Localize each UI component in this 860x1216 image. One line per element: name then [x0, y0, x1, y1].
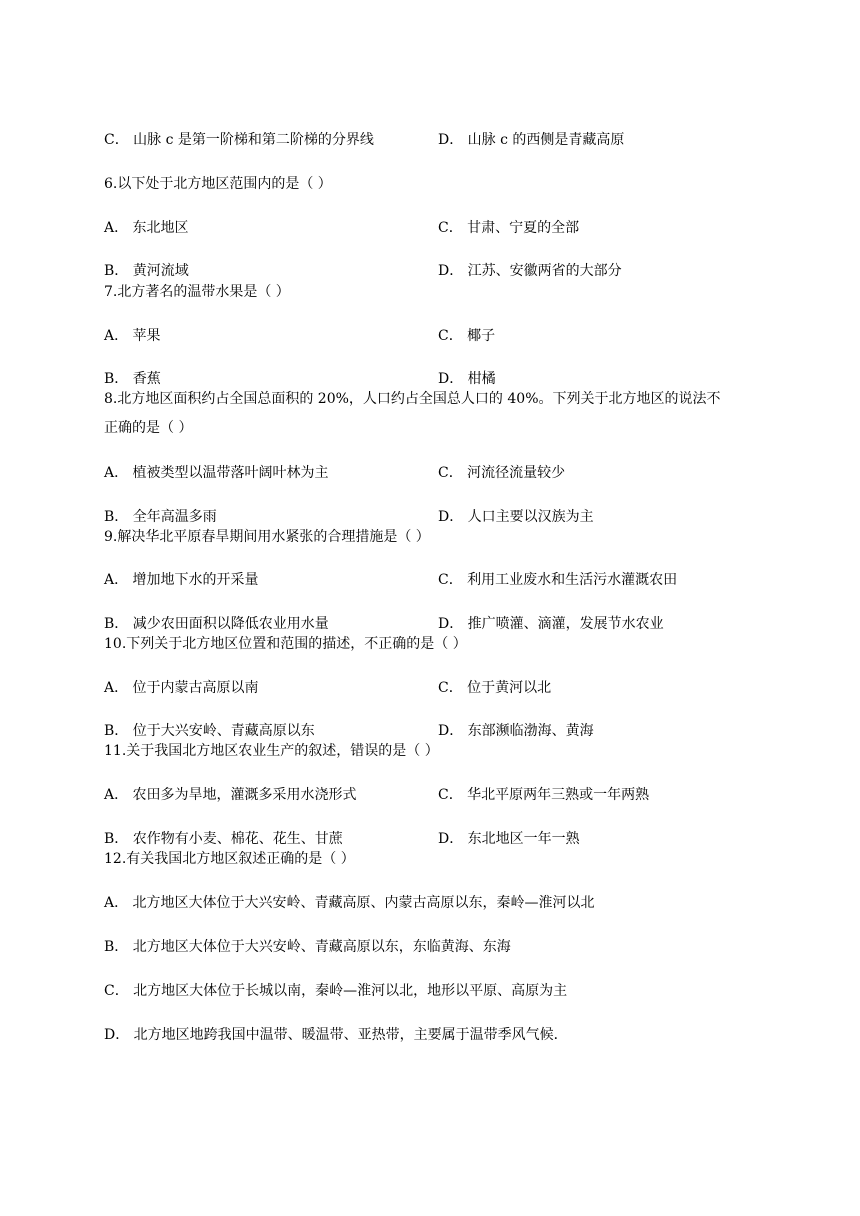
q8-option-c: C． 河流径流量较少	[438, 465, 566, 481]
q8-option-d: D． 人口主要以汉族为主	[438, 509, 594, 525]
q7-option-b: B． 香蕉	[104, 371, 161, 387]
q12-stem: 12.有关我国北方地区叙述正确的是（ ）	[104, 851, 355, 867]
q9-option-c: C． 利用工业废水和生活污水灌溉农田	[438, 572, 678, 588]
q12-option-a: A． 北方地区大体位于大兴安岭、青藏高原、内蒙古高原以东，秦岭—淮河以北	[104, 895, 595, 911]
q6-stem: 6.以下处于北方地区范围内的是（ ）	[104, 176, 332, 192]
q11-option-b: B． 农作物有小麦、棉花、花生、甘蔗	[104, 831, 343, 847]
q11-option-d: D． 东北地区一年一熟	[438, 831, 580, 847]
q7-option-c: C． 椰子	[438, 328, 496, 344]
q8-option-a: A． 植被类型以温带落叶阔叶林为主	[104, 465, 329, 481]
q10-option-a: A． 位于内蒙古高原以南	[104, 680, 259, 696]
q7-option-a: A． 苹果	[104, 328, 161, 344]
q8-stem-line1: 8.北方地区面积约占全国总面积的 20%，人口约占全国总人口的 40%。下列关于北方地区的说法不	[104, 391, 721, 407]
q11-stem: 11.关于我国北方地区农业生产的叙述，错误的是（ ）	[104, 743, 439, 759]
q8-stem-line2: 正确的是（ ）	[104, 420, 193, 436]
q5-option-d: D． 山脉 c 的西侧是青藏高原	[438, 132, 625, 148]
q6-option-a: A． 东北地区	[104, 220, 189, 236]
q12-option-b: B． 北方地区大体位于大兴安岭、青藏高原以东，东临黄海、东海	[104, 939, 511, 955]
q12-option-c: C． 北方地区大体位于长城以南，秦岭—淮河以北，地形以平原、高原为主	[104, 983, 568, 999]
q10-option-b: B． 位于大兴安岭、青藏高原以东	[104, 723, 315, 739]
q9-option-d: D． 推广喷灌、滴灌，发展节水农业	[438, 616, 664, 632]
q5-option-c: C． 山脉 c 是第一阶梯和第二阶梯的分界线	[104, 132, 374, 148]
q12-option-d: D． 北方地区地跨我国中温带、暖温带、亚热带，主要属于温带季风气候．	[104, 1027, 568, 1043]
q11-option-c: C． 华北平原两年三熟或一年两熟	[438, 787, 650, 803]
q9-option-a: A． 增加地下水的开采量	[104, 572, 259, 588]
q7-option-d: D． 柑橘	[438, 371, 496, 387]
q9-option-b: B． 减少农田面积以降低农业用水量	[104, 616, 329, 632]
q9-stem: 9.解决华北平原春旱期间用水紧张的合理措施是（ ）	[104, 529, 430, 545]
q6-option-d: D． 江苏、安徽两省的大部分	[438, 263, 622, 279]
q10-stem: 10.下列关于北方地区位置和范围的描述，不正确的是（ ）	[104, 636, 467, 652]
q10-option-d: D． 东部濒临渤海、黄海	[438, 723, 594, 739]
q6-option-b: B． 黄河流域	[104, 263, 189, 279]
q6-option-c: C． 甘肃、宁夏的全部	[438, 220, 580, 236]
q7-stem: 7.北方著名的温带水果是（ ）	[104, 284, 290, 300]
q8-option-b: B． 全年高温多雨	[104, 509, 217, 525]
q11-option-a: A． 农田多为旱地，灌溉多采用水浇形式	[104, 787, 357, 803]
q10-option-c: C． 位于黄河以北	[438, 680, 552, 696]
